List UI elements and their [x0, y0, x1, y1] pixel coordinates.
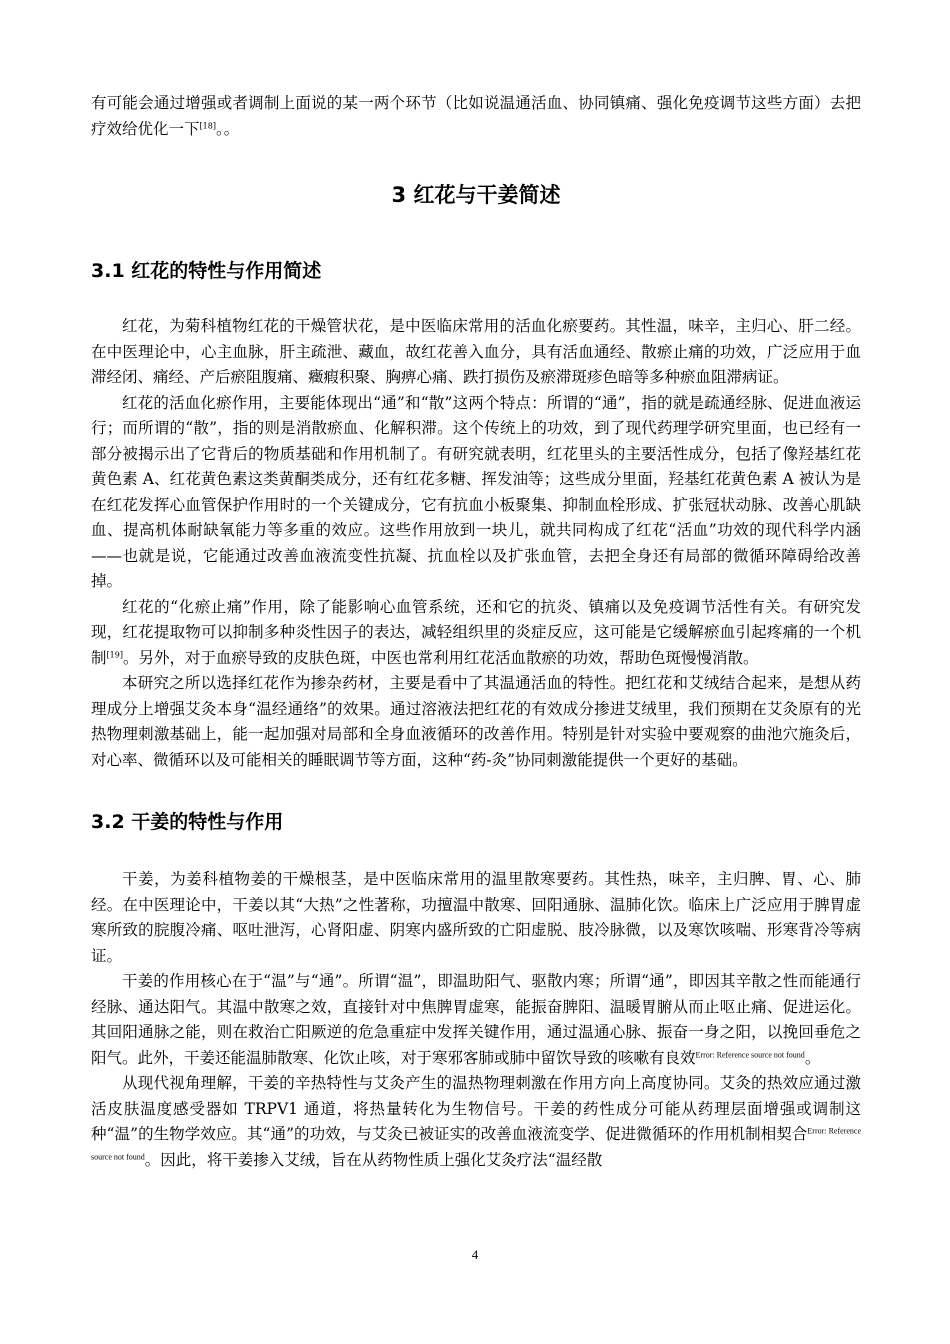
page-number: 4	[471, 1247, 479, 1262]
intro-tail: 。。	[215, 119, 240, 138]
reference-error-note: Error: Reference source not found	[91, 1126, 861, 1161]
section-3-2-title: 3.2 干姜的特性与作用	[91, 811, 284, 833]
intro-text: 有可能会通过增强或者调制上面说的某一两个环节（比如说温通活血、协同镇痛、强化免疫调节这些方面）去把疗效给优化一下	[91, 94, 861, 138]
paragraph-text: 从现代视角理解，干姜的辛热特性与艾灸产生的温热物理刺激在作用方向上高度协同。艾灸的热效应通过激活皮肤温度感受器如 TRPV1 通道，将热量转化为生物信号。干姜的药性成分可能从药理层面增强或调制这种“温”的生物学效应。其“通”的功效，与艾灸已被证实的改善血液流变学、促进微循环的作用机制相契合	[91, 1074, 861, 1143]
section-3-2-paragraph-1: 干姜，为姜科植物姜的干燥根茎，是中医临床常用的温里散寒要药。其性热，味辛，主归脾、胃、心、肺经。在中医理论中，干姜以其“大热”之性著称，功擅温中散寒、回阳通脉、温肺化饮。临床上广泛应用于脾胃虚寒所致的脘腹冷痛、呕吐泄泻，心肾阳虚、阴寒内盛所致的亡阳虚脱、肢冷脉微，以及寒饮咳喘、形寒背冷等病证。	[91, 870, 861, 965]
paragraph-text: 。	[804, 1048, 821, 1067]
reference-error-note: Error: Reference source not found	[695, 1049, 805, 1059]
paragraph-text: 。因此，将干姜掺入艾绒，旨在从药物性质上强化艾灸疗法“温经散	[144, 1150, 603, 1169]
intro-paragraph	[91, 91, 861, 142]
section-3-1-paragraph-1: 红花，为菊科植物红花的干燥管状花，是中医临床常用的活血化瘀要药。其性温，味辛，主归心、肝二经。在中医理论中，心主血脉，肝主疏泄、藏血，故红花善入血分，具有活血通经、散瘀止痛的功效，广泛应用于血滞经闭、痛经、产后瘀阻腹痛、癥瘕积聚、胸痹心痛、跌打损伤及瘀滞斑疹色暗等多种瘀血阻滞病证。	[91, 317, 861, 386]
section-3-1-paragraph-4: 本研究之所以选择红花作为掺杂药材，主要是看中了其温通活血的特性。把红花和艾绒结合起来，是想从药理成分上增强艾灸本身“温经通络”的效果。通过溶液法把红花的有效成分掺进艾绒里，我们预期在艾灸原有的光热物理刺激基础上，能一起加强对局部和全身血液循环的改善作用。特别是针对实验中要观察的曲池穴施灸后，对心率、微循环以及可能相关的睡眠调节等方面，这种“药-灸”协同刺激能提供一个更好的基础。	[91, 674, 861, 769]
paragraph-text: 红花的“化瘀止痛”作用，除了能影响心血管系统，还和它的抗炎、镇痛以及免疫调节活性有关。有研究发现，红花提取物可以抑制多种炎性因子的表达，减轻组织里的炎症反应，这可能是它缓解瘀血引起疼痛的一个机制	[91, 597, 861, 667]
chapter-title: 3 红花与干姜简述	[391, 183, 561, 207]
section-3-1-paragraph-3	[91, 595, 861, 672]
paragraph-text: 干姜的作用核心在于“温”与“通”。所谓“温”，即温助阳气、驱散内寒；所谓“通”，即因其辛散之性而能通行经脉、通达阳气。其温中散寒之效，直接针对中焦脾胃虚寒，能振奋脾阳、温暖胃腑从而止呕止痛、促进运化。其回阳通脉之能，则在救治亡阳厥逆的危急重症中发挥关键作用，通过温通心脉、振奋一身之阳，以挽回垂危之阳气。此外，干姜还能温肺散寒、化饮止咳，对于寒邪客肺或肺中留饮导致的咳嗽有良效	[91, 972, 861, 1067]
section-3-1-paragraph-2: 红花的活血化瘀作用，主要能体现出“通”和“散”这两个特点：所谓的“通”，指的就是疏通经脉、促进血液运行；而所谓的“散”，指的则是消散瘀血、化解积滞。这个传统上的功效，到了现代药理学研究里面，也已经有一部分被揭示出了它背后的物质基础和作用机制了。有研究就表明，红花里头的主要活性成分，包括了像羟基红花黄色素 A、红花黄色素这类黄酮类成分，还有红花多糖、挥发油等；这些成分里面，羟基红花黄色素 A 被认为是在红花发挥心血管保护作用时的一个关键成分，它有抗血小板聚集、抑制血栓形成、扩张冠状动脉、改善心肌缺血、提高机体耐缺氧能力等多重的效应。这些作用放到一块儿，就共同构成了红花“活血”功效的现代科学内涵——也就是说，它能通过改善血液流变性抗凝、抗血栓以及扩张血管，去把全身还有局部的微循环障碍给改善掉。	[91, 393, 861, 590]
page-body	[91, 91, 861, 1173]
paragraph-text: 。另外，对于血瘀导致的皮肤色斑，中医也常利用红花活血散瘀的功效，帮助色斑慢慢消散。	[122, 648, 759, 667]
citation-19: [19]	[106, 649, 123, 659]
section-3-2-paragraph-2	[91, 969, 861, 1071]
section-3-2-paragraph-3	[91, 1071, 861, 1173]
section-3-1-title: 3.1 红花的特性与作用简述	[91, 260, 322, 282]
citation-18: [18]	[199, 120, 216, 130]
